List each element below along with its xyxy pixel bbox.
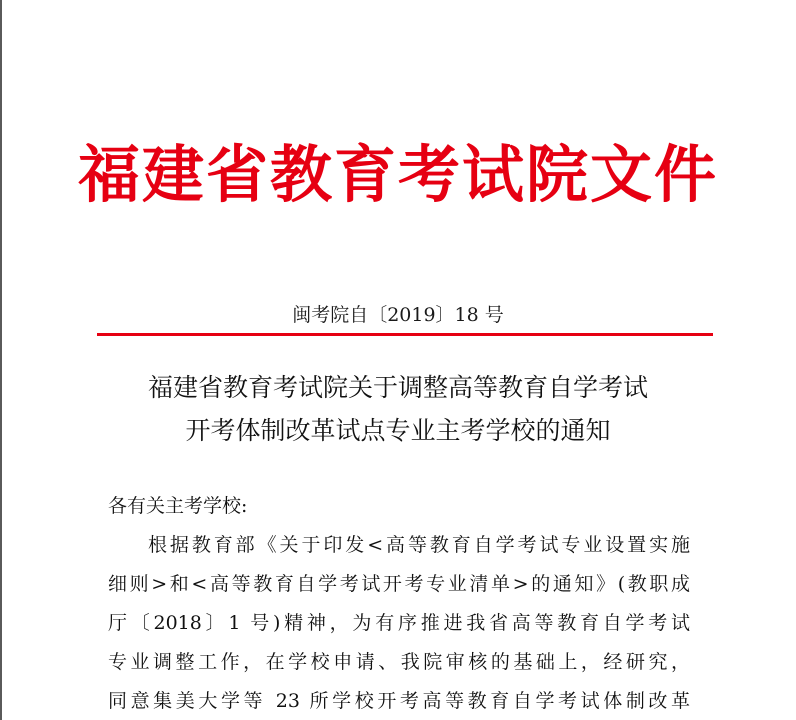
page-left-border <box>0 0 2 720</box>
document-number: 闽考院自〔2019〕18 号 <box>292 304 504 326</box>
body-line-1: 根据教育部《关于印发<高等教育自学考试专业设置实施 <box>148 534 690 556</box>
red-divider-line <box>97 333 713 336</box>
salutation: 各有关主考学校: <box>108 495 248 517</box>
notice-body <box>108 487 690 720</box>
body-line-3: 厅〔2018〕1 号)精神，为有序推进我省高等教育自学考试 <box>108 612 690 634</box>
body-line-4: 专业调整工作，在学校申请、我院审核的基础上，经研究， <box>108 651 690 673</box>
notice-title <box>0 366 796 452</box>
notice-title-line-2: 开考体制改革试点专业主考学校的通知 <box>185 416 611 445</box>
body-line-2: 细则>和<高等教育自学考试开考专业清单>的通知》(教职成 <box>108 573 690 595</box>
notice-title-line-1: 福建省教育考试院关于调整高等教育自学考试 <box>147 373 648 402</box>
document-header-title: 福建省教育考试院文件 <box>77 138 718 211</box>
body-line-5: 同意集美大学等 23 所学校开考高等教育自学考试体制改革 <box>108 690 690 712</box>
